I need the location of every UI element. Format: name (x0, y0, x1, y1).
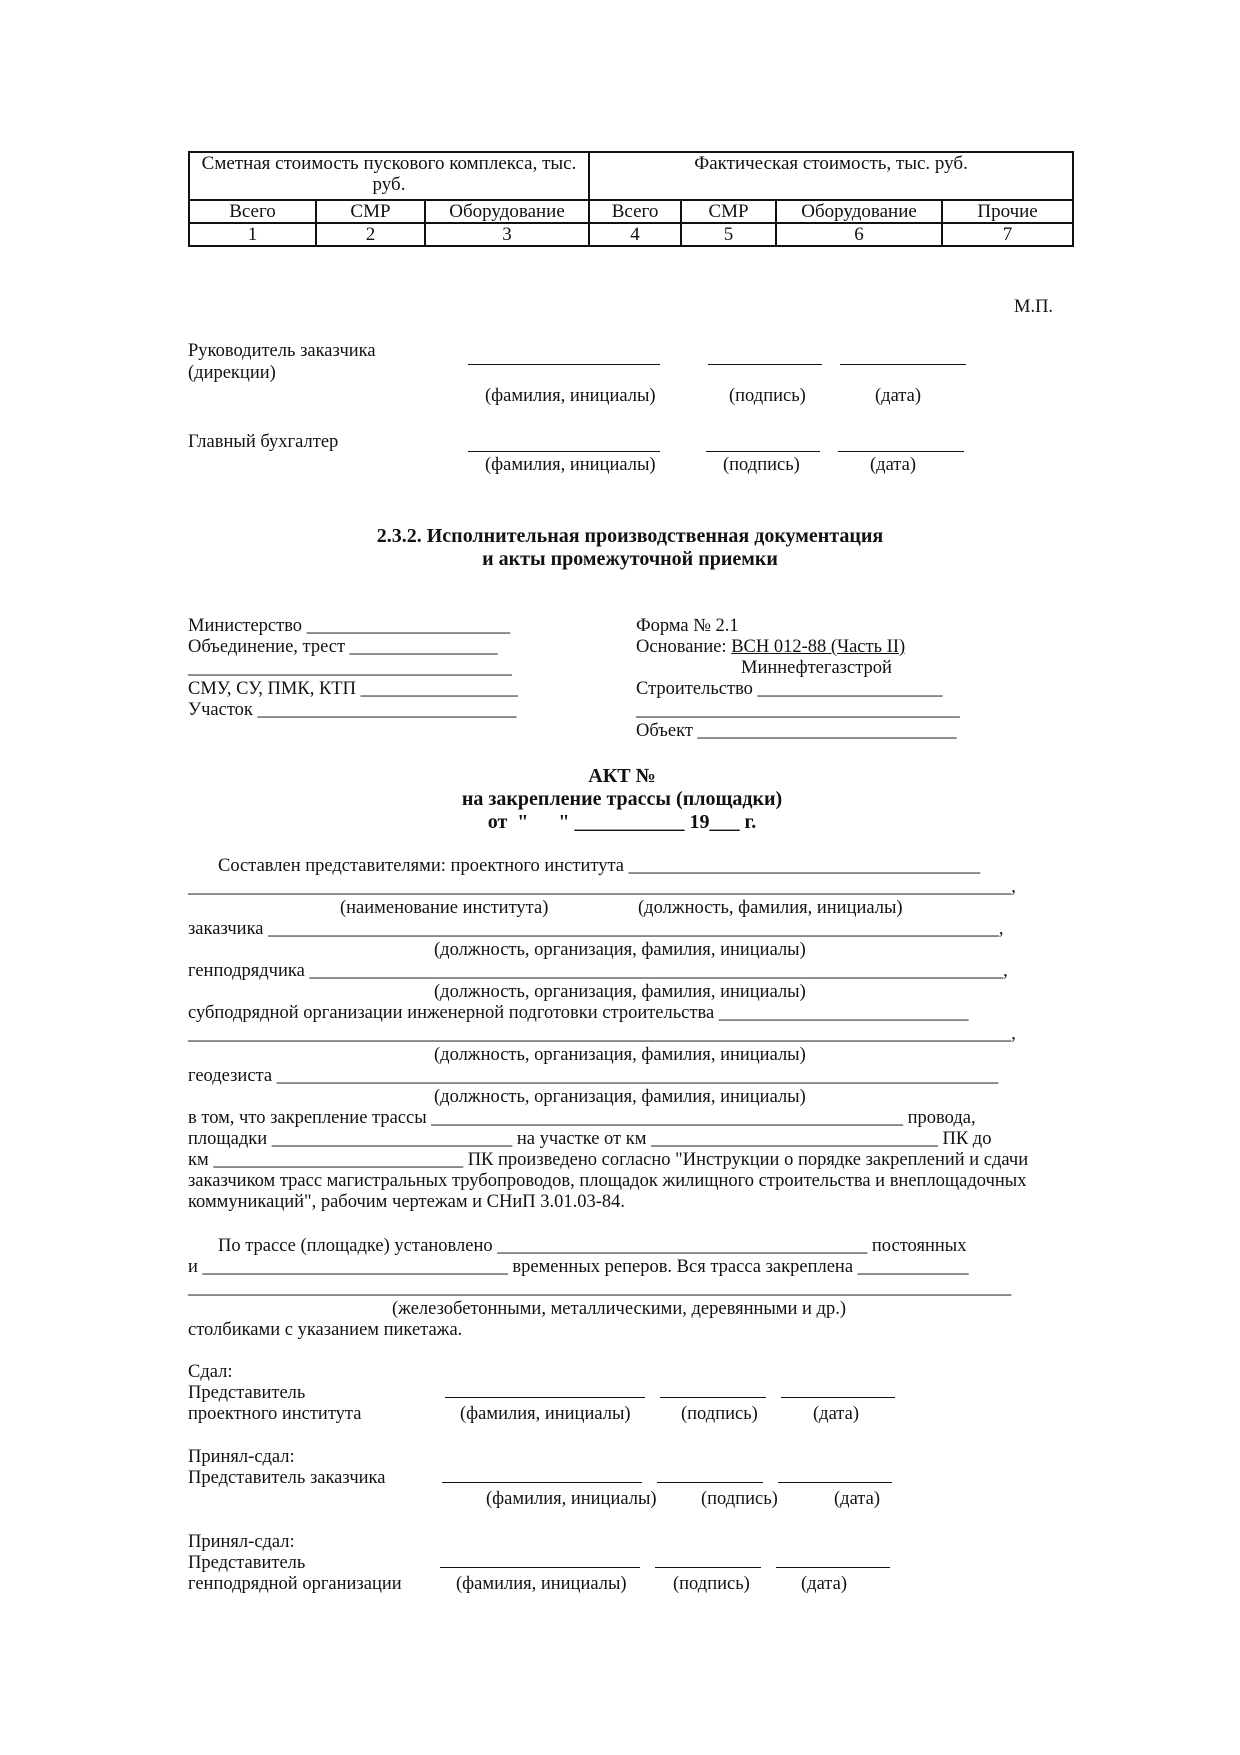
smu-field: СМУ, СУ, ПМК, КТП _________________ (188, 679, 518, 699)
body-line: Составлен представителями: проектного института ______________________________________ (218, 856, 981, 876)
column-number: 7 (942, 223, 1073, 246)
column-header: Всего (589, 200, 681, 223)
label-name: (фамилия, инициалы) (456, 1574, 627, 1594)
body-line: столбиками с указанием пикетажа. (188, 1320, 463, 1340)
signature-line[interactable] (660, 1397, 766, 1398)
blank-field: ___________________________________ (188, 658, 512, 678)
column-number: 1 (189, 223, 316, 246)
body-line: По трассе (площадке) установлено ________________________________________ постоянных (218, 1236, 967, 1256)
ministry-field: Министерство ______________________ (188, 616, 511, 636)
body-line: _________________________________________________________________________________________ (188, 1278, 1012, 1298)
signature-line[interactable] (706, 451, 820, 452)
signature-line[interactable] (655, 1567, 761, 1568)
table-row (189, 152, 1073, 200)
column-header: Оборудование (776, 200, 942, 223)
body-caption: (железобетонными, металлическими, деревянными и др.) (392, 1299, 847, 1319)
body-caption: (должность, фамилия, инициалы) (638, 898, 903, 918)
column-header: СМР (681, 200, 776, 223)
label-name: (фамилия, инициалы) (485, 386, 656, 406)
construction-field: Строительство ____________________ (636, 679, 943, 699)
signature-line[interactable] (657, 1482, 763, 1483)
table-row (189, 200, 1073, 223)
body-line: и _________________________________ временных реперов. Вся трасса закреплена ____________ (188, 1257, 969, 1277)
column-number: 2 (316, 223, 425, 246)
column-header: СМР (316, 200, 425, 223)
body-line: коммуникаций", рабочим чертежам и СНиП 3.01.03-84. (188, 1192, 626, 1212)
signature-line[interactable] (776, 1567, 890, 1568)
body-line: _________________________________________________________________________________________, (188, 1024, 1016, 1044)
basis-line (636, 637, 905, 658)
signature-line[interactable] (468, 364, 660, 365)
signature-line[interactable] (442, 1482, 642, 1483)
act-subtitle: на закрепление трассы (площадки) (461, 788, 783, 810)
label-name: (фамилия, инициалы) (460, 1404, 631, 1424)
label-date: (дата) (834, 1489, 880, 1509)
section-title-sub: и акты промежуточной приемки (482, 548, 778, 570)
header-estimated-cost: Сметная стоимость пускового комплекса, тыс. руб. (189, 152, 589, 200)
sig-role: Представитель (188, 1383, 306, 1403)
signature-line[interactable] (440, 1567, 640, 1568)
signature-line[interactable] (781, 1397, 895, 1398)
body-caption: (должность, организация, фамилия, инициалы) (434, 1045, 806, 1065)
sig-heading: Принял-сдал: (188, 1532, 295, 1552)
body-caption: (должность, организация, фамилия, инициалы) (434, 1087, 806, 1107)
body-caption: (должность, организация, фамилия, инициалы) (434, 982, 806, 1002)
role-chief-accountant: Главный бухгалтер (188, 432, 339, 452)
signature-line[interactable] (445, 1397, 645, 1398)
basis-prefix: Основание: (636, 637, 732, 657)
body-line: км ___________________________ ПК произведено согласно "Инструкции о порядке закреплений и сдачи (188, 1150, 1029, 1170)
act-date-line: от " " ___________ 19___ г. (487, 811, 757, 833)
body-caption: (наименование института) (340, 898, 549, 918)
table-row (189, 223, 1073, 246)
column-number: 3 (425, 223, 589, 246)
label-sign: (подпись) (701, 1489, 778, 1509)
object-field: Объект ____________________________ (636, 721, 957, 741)
label-name: (фамилия, инициалы) (486, 1489, 657, 1509)
header-actual-cost: Фактическая стоимость, тыс. руб. (589, 152, 1073, 200)
sig-role: Представитель (188, 1553, 306, 1573)
ministry-name: Миннефтегазстрой (741, 658, 892, 678)
association-field: Объединение, трест ________________ (188, 637, 498, 657)
label-sign: (подпись) (723, 455, 800, 475)
label-date: (дата) (875, 386, 921, 406)
section-title: 2.3.2. Исполнительная производственная документация (376, 525, 884, 547)
act-title: АКТ № (588, 765, 656, 787)
body-line: геодезиста ______________________________________________________________________________ (188, 1066, 999, 1086)
body-line: в том, что закрепление трассы ___________________________________________________ провода, (188, 1108, 976, 1128)
body-line: заказчиком трасс магистральных трубопроводов, площадок жилищного строительства и внеплощадочных (188, 1171, 1027, 1191)
column-number: 6 (776, 223, 942, 246)
body-line: площадки __________________________ на участке от км _______________________________ ПК до (188, 1129, 992, 1149)
column-number: 5 (681, 223, 776, 246)
sig-role-sub: генподрядной организации (188, 1574, 402, 1594)
cost-table (188, 151, 1074, 247)
body-line: заказчика _______________________________________________________________________________, (188, 919, 1004, 939)
signature-line[interactable] (838, 451, 964, 452)
sig-role: Представитель заказчика (188, 1468, 386, 1488)
label-date: (дата) (813, 1404, 859, 1424)
basis-link[interactable]: ВСН 012-88 (Часть II) (731, 637, 906, 657)
role-customer-head-sub: (дирекции) (188, 363, 276, 383)
form-number: Форма № 2.1 (636, 616, 739, 636)
label-date: (дата) (870, 455, 916, 475)
column-number: 4 (589, 223, 681, 246)
signature-line[interactable] (708, 364, 822, 365)
body-line: генподрядчика ___________________________________________________________________________, (188, 961, 1008, 981)
signature-line[interactable] (468, 451, 660, 452)
body-line: субподрядной организации инженерной подготовки строительства ___________________________ (188, 1003, 969, 1023)
label-sign: (подпись) (729, 386, 806, 406)
sig-role-sub: проектного института (188, 1404, 362, 1424)
stamp-mark: М.П. (1014, 297, 1054, 317)
label-name: (фамилия, инициалы) (485, 455, 656, 475)
body-line: _________________________________________________________________________________________, (188, 877, 1016, 897)
label-sign: (подпись) (681, 1404, 758, 1424)
label-sign: (подпись) (673, 1574, 750, 1594)
column-header: Прочие (942, 200, 1073, 223)
signature-line[interactable] (840, 364, 966, 365)
body-caption: (должность, организация, фамилия, инициалы) (434, 940, 806, 960)
blank-field: ___________________________________ (636, 700, 960, 720)
sig-heading: Принял-сдал: (188, 1447, 295, 1467)
site-field: Участок ____________________________ (188, 700, 517, 720)
signature-line[interactable] (778, 1482, 892, 1483)
label-date: (дата) (801, 1574, 847, 1594)
sig-heading: Сдал: (188, 1362, 233, 1382)
column-header: Всего (189, 200, 316, 223)
column-header: Оборудование (425, 200, 589, 223)
role-customer-head: Руководитель заказчика (188, 341, 376, 361)
